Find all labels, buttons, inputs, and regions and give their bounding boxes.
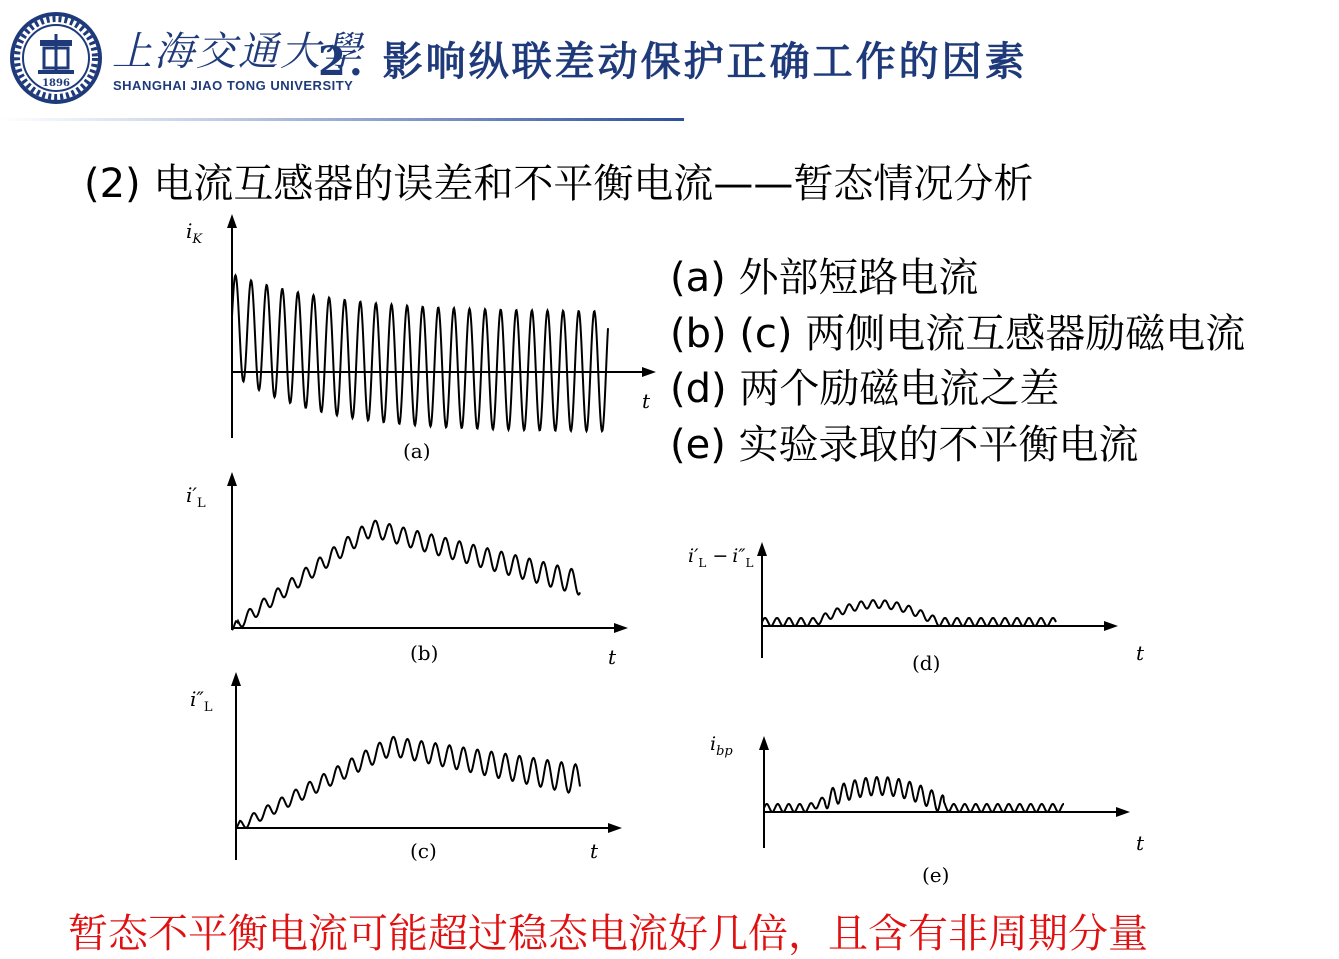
plot-c-x-arrow — [608, 823, 622, 833]
sjtu-emblem-icon — [10, 12, 102, 104]
plot-b-caption: (b) — [410, 641, 439, 665]
plot-c-caption: (c) — [410, 839, 437, 863]
plot-e-caption: (e) — [922, 863, 950, 887]
title-divider — [0, 118, 684, 121]
plot-d-xlabel: t — [1136, 641, 1145, 665]
plot-a-y-arrow — [227, 214, 237, 228]
plot-c-y-arrow — [231, 672, 241, 686]
plot-c-ylabel: $i''_L$ — [190, 687, 213, 715]
plot-a-waveform — [232, 275, 608, 431]
bottom-note: 暂态不平衡电流可能超过稳态电流好几倍，且含有非周期分量 — [68, 911, 1148, 957]
plot-e-xlabel: t — [1136, 831, 1145, 855]
legend-item-a: (a) 外部短路电流 — [670, 255, 979, 301]
plot-a-caption: (a) — [403, 439, 431, 463]
plot-b-x-arrow — [614, 623, 628, 633]
plot-b-xlabel: t — [608, 645, 617, 668]
plot-e — [680, 724, 1160, 889]
legend-item-d: (d) 两个励磁电流之差 — [670, 366, 1060, 412]
plot-d-caption: (d) — [912, 651, 941, 675]
legend-item-e: (e) 实验录取的不平衡电流 — [670, 422, 1139, 468]
plot-a-ylabel: $i_K$ — [186, 219, 203, 247]
slide-title: 2. 影响纵联差动保护正确工作的因素 — [318, 38, 1028, 85]
plot-c-waveform — [236, 737, 580, 828]
plot-b — [160, 468, 640, 668]
university-name-cn: 上海交通大學 — [112, 29, 364, 75]
plot-e-waveform — [764, 777, 1064, 812]
plot-c-xlabel: t — [590, 839, 599, 863]
legend-item-bc: (b) (c) 两侧电流互感器励磁电流 — [670, 311, 1246, 357]
plot-d — [680, 530, 1160, 680]
plot-e-y-arrow — [759, 736, 769, 750]
plot-b-y-arrow — [227, 472, 237, 486]
logo-year: 1896 — [42, 78, 70, 89]
section-subtitle: (2) 电流互感器的误差和不平衡电流——暂态情况分析 — [84, 161, 1034, 207]
plot-a-xlabel: t — [642, 389, 651, 413]
university-name-en: SHANGHAI JIAO TONG UNIVERSITY — [113, 78, 354, 93]
plot-e-ylabel: $i_{bp}$ — [710, 733, 733, 759]
plot-d-ylabel: $i'_L - i''_L$ — [688, 545, 754, 570]
plot-a-x-arrow — [642, 367, 656, 377]
plot-b-waveform — [232, 521, 580, 630]
plot-a — [160, 210, 670, 470]
plot-b-ylabel: $i'_L$ — [186, 483, 206, 511]
plot-c — [160, 668, 640, 868]
plot-d-y-arrow — [757, 542, 767, 556]
plot-e-x-arrow — [1116, 807, 1130, 817]
plot-d-x-arrow — [1104, 621, 1118, 631]
plot-d-waveform — [762, 600, 1056, 626]
